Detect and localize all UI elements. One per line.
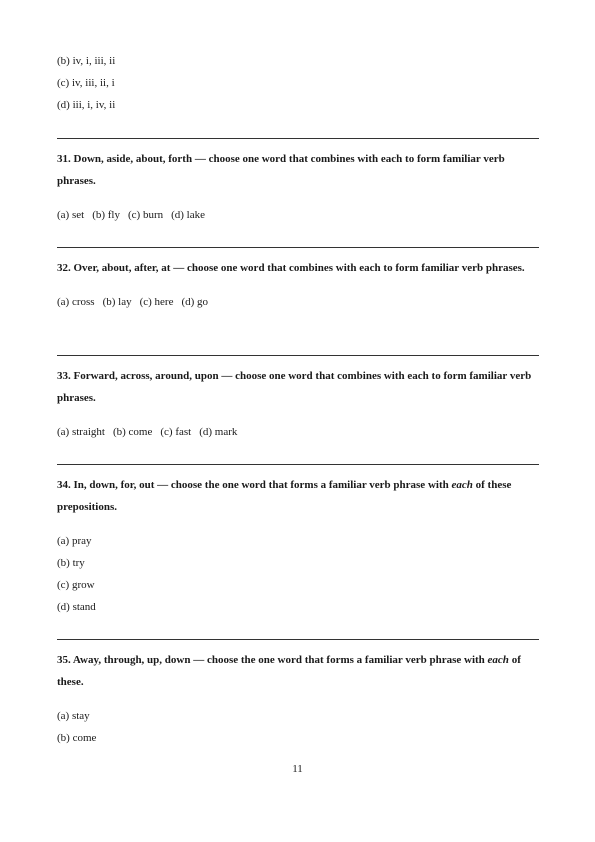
question-34-text-end: of these prepositions.: [57, 479, 512, 513]
option-b: (b) try: [57, 557, 85, 569]
option-d: (d) mark: [199, 426, 238, 438]
option-a: (a) straight: [57, 426, 105, 438]
question-33-text: 33. Forward, across, around, upon — choose one word that combines with each to form familiar verb phrases.: [57, 370, 532, 404]
question-34-options: [57, 530, 539, 618]
question-33-options: [57, 421, 539, 443]
option-b: (b) fly: [92, 209, 120, 221]
option-c: (c) iv, iii, ii, i: [57, 77, 115, 89]
emphasis: each: [487, 654, 509, 666]
divider: [57, 355, 539, 356]
question-35-text-start: 35. Away, through, up, down — choose the one word that forms a familiar verb phrase with: [57, 654, 488, 666]
divider: [57, 138, 539, 139]
option-d: (d) stand: [57, 601, 96, 613]
option-a: (a) cross: [57, 296, 95, 308]
question-35-text: [57, 649, 539, 693]
emphasis: each: [451, 479, 473, 491]
divider: [57, 639, 539, 640]
question-32-text: 32. Over, about, after, at — choose one word that combines with each to form familiar verb phrases.: [57, 262, 525, 274]
question-35-options: [57, 705, 539, 749]
option-a: (a) pray: [57, 535, 92, 547]
option-b: (b) come: [112, 426, 153, 438]
question-35-text-end: of these.: [57, 654, 521, 688]
option-b: (b) iv, i, iii, ii: [57, 55, 116, 67]
question-31: [57, 148, 539, 226]
question-33: [57, 365, 539, 443]
question-31-options: [57, 204, 539, 226]
option-a: (a) stay: [57, 710, 90, 722]
question-34: [57, 474, 539, 618]
divider: [57, 247, 539, 248]
divider: [57, 464, 539, 465]
option-d: (d) iii, i, iv, ii: [57, 99, 116, 111]
question-34-text: [57, 474, 539, 518]
option-d: (d) go: [181, 296, 209, 308]
option-c: (c) fast: [160, 426, 192, 438]
previous-question-options: [57, 50, 115, 116]
option-b: (b) lay: [102, 296, 132, 308]
question-34-text-start: 34. In, down, for, out — choose the one word that forms a familiar verb phrase with: [57, 479, 452, 491]
option-d: (d) lake: [171, 209, 206, 221]
question-32-options: [57, 291, 539, 313]
option-a: (a) set: [57, 209, 85, 221]
option-c: (c) burn: [127, 209, 164, 221]
question-35: [57, 649, 539, 749]
option-b: (b) come: [57, 732, 97, 744]
question-31-text: 31. Down, aside, about, forth — choose one word that combines with each to form familiar verb phrases.: [57, 153, 505, 187]
option-c: (c) grow: [57, 579, 95, 591]
question-32: [57, 257, 539, 313]
page-number: 11: [292, 763, 303, 775]
option-c: (c) here: [139, 296, 174, 308]
